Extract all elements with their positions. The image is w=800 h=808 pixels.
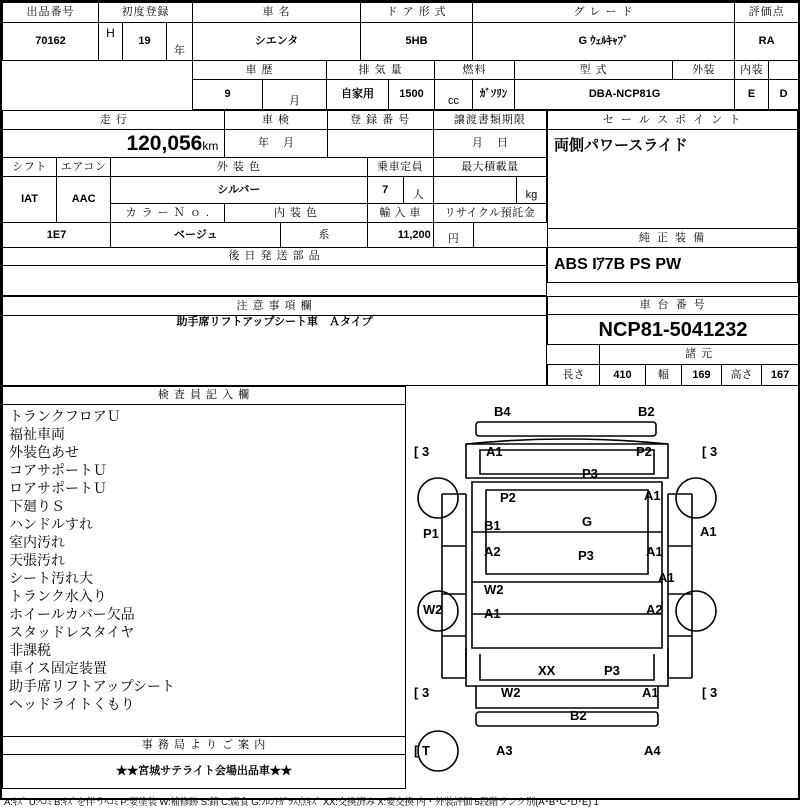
fuel-label: 燃料 <box>435 61 515 80</box>
shaken-label: 車 検 <box>225 111 327 130</box>
list-item: ホイールカバー欠品 <box>9 605 135 622</box>
list-item: 車イス固定装置 <box>9 659 107 676</box>
list-item: コアサポートＵ <box>9 461 107 478</box>
recycle-label: リサイクル預託金 <box>433 204 546 223</box>
mark-P2-left: P2 <box>500 490 516 505</box>
mark-XX: XX <box>538 663 556 678</box>
later-parts-value <box>3 266 547 296</box>
spacer-lot <box>3 61 99 110</box>
ac-value: AAC <box>57 177 111 223</box>
mark-bracket3-fr: [ 3 <box>702 685 718 700</box>
list-item: 天張汚れ <box>9 551 65 568</box>
transfer-value: 月 日 <box>433 130 546 158</box>
inspection-block <box>2 386 406 791</box>
mark-A1-right4: A1 <box>658 570 675 585</box>
displacement-value: 1500 <box>389 80 435 110</box>
mark-B1-left: B1 <box>484 518 501 533</box>
sales-block <box>547 110 798 296</box>
int-grade-label: 内装 <box>735 61 769 80</box>
mark-P3-center: P3 <box>578 548 594 563</box>
list-item: トランクフロアＵ <box>9 408 121 424</box>
inspection-label: 検 査 員 記 入 欄 <box>3 387 406 405</box>
office-notice-label: 事 務 局 よ り ご 案 内 <box>3 737 406 755</box>
ext-grade-value: E <box>735 80 769 110</box>
int-color-suffix: 系 <box>281 223 367 248</box>
inspection-list-cell <box>3 405 406 737</box>
shift-value: IAT <box>3 177 57 223</box>
door-type-label: ド ア 形 式 <box>361 3 473 23</box>
shift-label: シフト <box>3 158 57 177</box>
middle-section <box>2 110 798 296</box>
mark-W2-left1: W2 <box>484 582 504 597</box>
recycle-unit: 円 <box>433 223 473 248</box>
mark-A2-left: A2 <box>484 544 501 559</box>
office-notice-text: ★★宮城サテライト会場出品車★★ <box>3 755 406 789</box>
spacer-firstreg <box>99 61 193 110</box>
list-item: トランク水入り <box>9 587 107 604</box>
factory-equip-label: 純 正 装 備 <box>548 229 798 248</box>
shaken-value: 年 月 <box>225 130 327 158</box>
history-month-unit: 月 <box>263 80 327 110</box>
grade-value: G ｳｪﾙｷｬﾌﾞ <box>473 23 735 61</box>
list-item: シート汚れ大 <box>9 569 93 586</box>
int-grade-value: D <box>769 80 799 110</box>
color-no-label: カ ラ ー Ｎ ｏ . <box>111 204 225 223</box>
seats-value: 7 <box>367 177 403 204</box>
mark-P1-left: P1 <box>423 526 439 541</box>
recycle-value: 11,200 <box>367 223 433 248</box>
int-color-value: ベージュ <box>111 223 281 248</box>
mark-A1-right3: A1 <box>646 544 663 559</box>
later-parts-label: 後 日 発 送 部 品 <box>3 248 547 266</box>
mark-B2-front: B2 <box>570 708 587 723</box>
mark-G-glass: G <box>582 514 593 529</box>
shogen-label: 諸 元 <box>600 345 799 365</box>
mark-A4-spare: A4 <box>644 743 661 758</box>
model-code-value: DBA-NCP81G <box>515 80 735 110</box>
first-reg-era: H <box>99 23 123 61</box>
sales-point-text: 両側パワースライド <box>548 130 798 229</box>
mark-B2-rear: B2 <box>638 404 655 419</box>
factory-equip-text: ABS Iｱ7B PS PW <box>548 248 798 283</box>
legend-bar: A:ｷｽﾞ U:ﾍｺﾐ B:ｷｽﾞを伴うﾍｺﾐ P:要塗装 W:補修跡 S:錆 C:腐食 G:ﾌﾛﾝﾄｶﾞﾗｽ点ｷｽﾞ XX:交換済み X:要交換 内・外装評価 5段階ランク別(A･B･C･D･E) 1 <box>4 797 599 808</box>
ext-color-label: 外 装 色 <box>111 158 367 177</box>
mark-bracket3-fl: [ 3 <box>414 685 430 700</box>
rating-label: 評価点 <box>735 3 799 23</box>
chassis-table <box>547 296 799 386</box>
mileage-value: 120,056km <box>3 130 225 158</box>
reg-no-value <box>327 130 433 158</box>
chassis-block <box>547 296 798 386</box>
list-item: 下廻りＳ <box>9 497 65 514</box>
lower-section <box>2 386 798 791</box>
mark-P3-roofrear: P3 <box>582 466 598 481</box>
list-item: 非課税 <box>9 641 51 658</box>
ext-grade-label: 外装 <box>673 61 735 80</box>
inspection-table <box>2 386 406 789</box>
load-value <box>433 177 516 204</box>
mark-W2-front: W2 <box>501 685 521 700</box>
header-table <box>2 2 799 110</box>
mark-A1-front: A1 <box>642 685 659 700</box>
notice-block <box>2 296 547 386</box>
sales-table <box>547 110 798 283</box>
car-outline-svg <box>406 386 798 789</box>
length-value: 410 <box>600 365 646 386</box>
mark-A1-rl: A1 <box>486 444 503 459</box>
mark-B4: B4 <box>494 404 511 419</box>
displacement-label: 排 気 量 <box>327 61 435 80</box>
list-item: 福祉車両 <box>9 425 65 442</box>
seats-label: 乗車定員 <box>367 158 433 177</box>
seats-unit: 人 <box>403 177 433 204</box>
notice-text: 助手席リフトアップシート車 Ａタイプ <box>3 316 547 386</box>
rating-value: RA <box>735 23 799 61</box>
lot-no-value: 70162 <box>3 23 99 61</box>
model-code-label: 型 式 <box>515 61 673 80</box>
mark-P2-rr: P2 <box>636 444 652 459</box>
fuel-value: ｶﾞｿﾘﾝ <box>473 80 515 110</box>
mark-A1-left2: A1 <box>484 606 501 621</box>
length-label: 長さ <box>548 365 600 386</box>
mark-A2-right: A2 <box>646 602 663 617</box>
color-no-value: 1E7 <box>3 223 111 248</box>
chassis-no-label: 車 台 番 号 <box>548 297 799 315</box>
damage-diagram <box>406 386 798 791</box>
history-month: 9 <box>193 80 263 110</box>
notice-label: 注 意 事 項 欄 <box>3 297 547 316</box>
ac-label: エアコン <box>57 158 111 177</box>
history-value: 自家用 <box>327 80 389 110</box>
first-reg-label: 初度登録 <box>99 3 193 23</box>
list-item: 外装色あせ <box>9 443 79 460</box>
load-label: 最大積載量 <box>433 158 546 177</box>
inspection-list <box>3 405 405 714</box>
height-value: 167 <box>762 365 799 386</box>
door-type-value: 5HB <box>361 23 473 61</box>
car-name-label: 車 名 <box>193 3 361 23</box>
history-label: 車 歴 <box>193 61 327 80</box>
mark-bracket3-rr: [ 3 <box>702 444 718 459</box>
spec-block <box>2 110 547 296</box>
mileage-label: 走 行 <box>3 111 225 130</box>
mark-P3-front: P3 <box>604 663 620 678</box>
mark-A3-spare: A3 <box>496 743 513 758</box>
transfer-label: 譲渡書類期限 <box>433 111 546 130</box>
list-item: ロアサポートＵ <box>9 479 107 496</box>
reg-no-label: 登 録 番 号 <box>327 111 433 130</box>
lot-no-label: 出品番号 <box>3 3 99 23</box>
list-item: 助手席リフトアップシート <box>9 677 176 694</box>
mark-bracketT: [ T <box>414 743 430 758</box>
list-item: ヘッドライトくもり <box>9 695 135 712</box>
first-reg-year-unit: 年 <box>167 23 193 61</box>
chassis-no-value: NCP81-5041232 <box>548 315 799 345</box>
int-color-label: 内 装 色 <box>225 204 367 223</box>
list-item: スタッドレスタイヤ <box>9 623 135 640</box>
spec-table <box>2 110 547 296</box>
notice-table <box>2 296 547 386</box>
mark-W2-leftside: W2 <box>423 602 443 617</box>
width-value: 169 <box>682 365 722 386</box>
width-label: 幅 <box>646 365 682 386</box>
car-name-value: シエンタ <box>193 23 361 61</box>
load-unit: kg <box>516 177 546 204</box>
mark-A1-right1: A1 <box>644 488 661 503</box>
sales-point-label: セ ー ル ス ポ イ ン ト <box>548 111 798 130</box>
list-item: 室内汚れ <box>9 533 65 550</box>
mark-bracket3-lr: [ 3 <box>414 444 430 459</box>
list-item: ハンドルすれ <box>9 515 93 532</box>
damage-diagram-block <box>406 386 798 791</box>
grade-label: グ レ ー ド <box>473 3 735 23</box>
height-label: 高さ <box>722 365 762 386</box>
notice-chassis-section <box>2 296 798 386</box>
ext-color-value: シルバー <box>111 177 367 204</box>
mark-A1-right2: A1 <box>700 524 717 539</box>
import-label: 輸 入 車 <box>367 204 433 223</box>
displacement-unit: cc <box>435 80 473 110</box>
shogen-spacer <box>548 345 600 365</box>
first-reg-year: 19 <box>123 23 167 61</box>
